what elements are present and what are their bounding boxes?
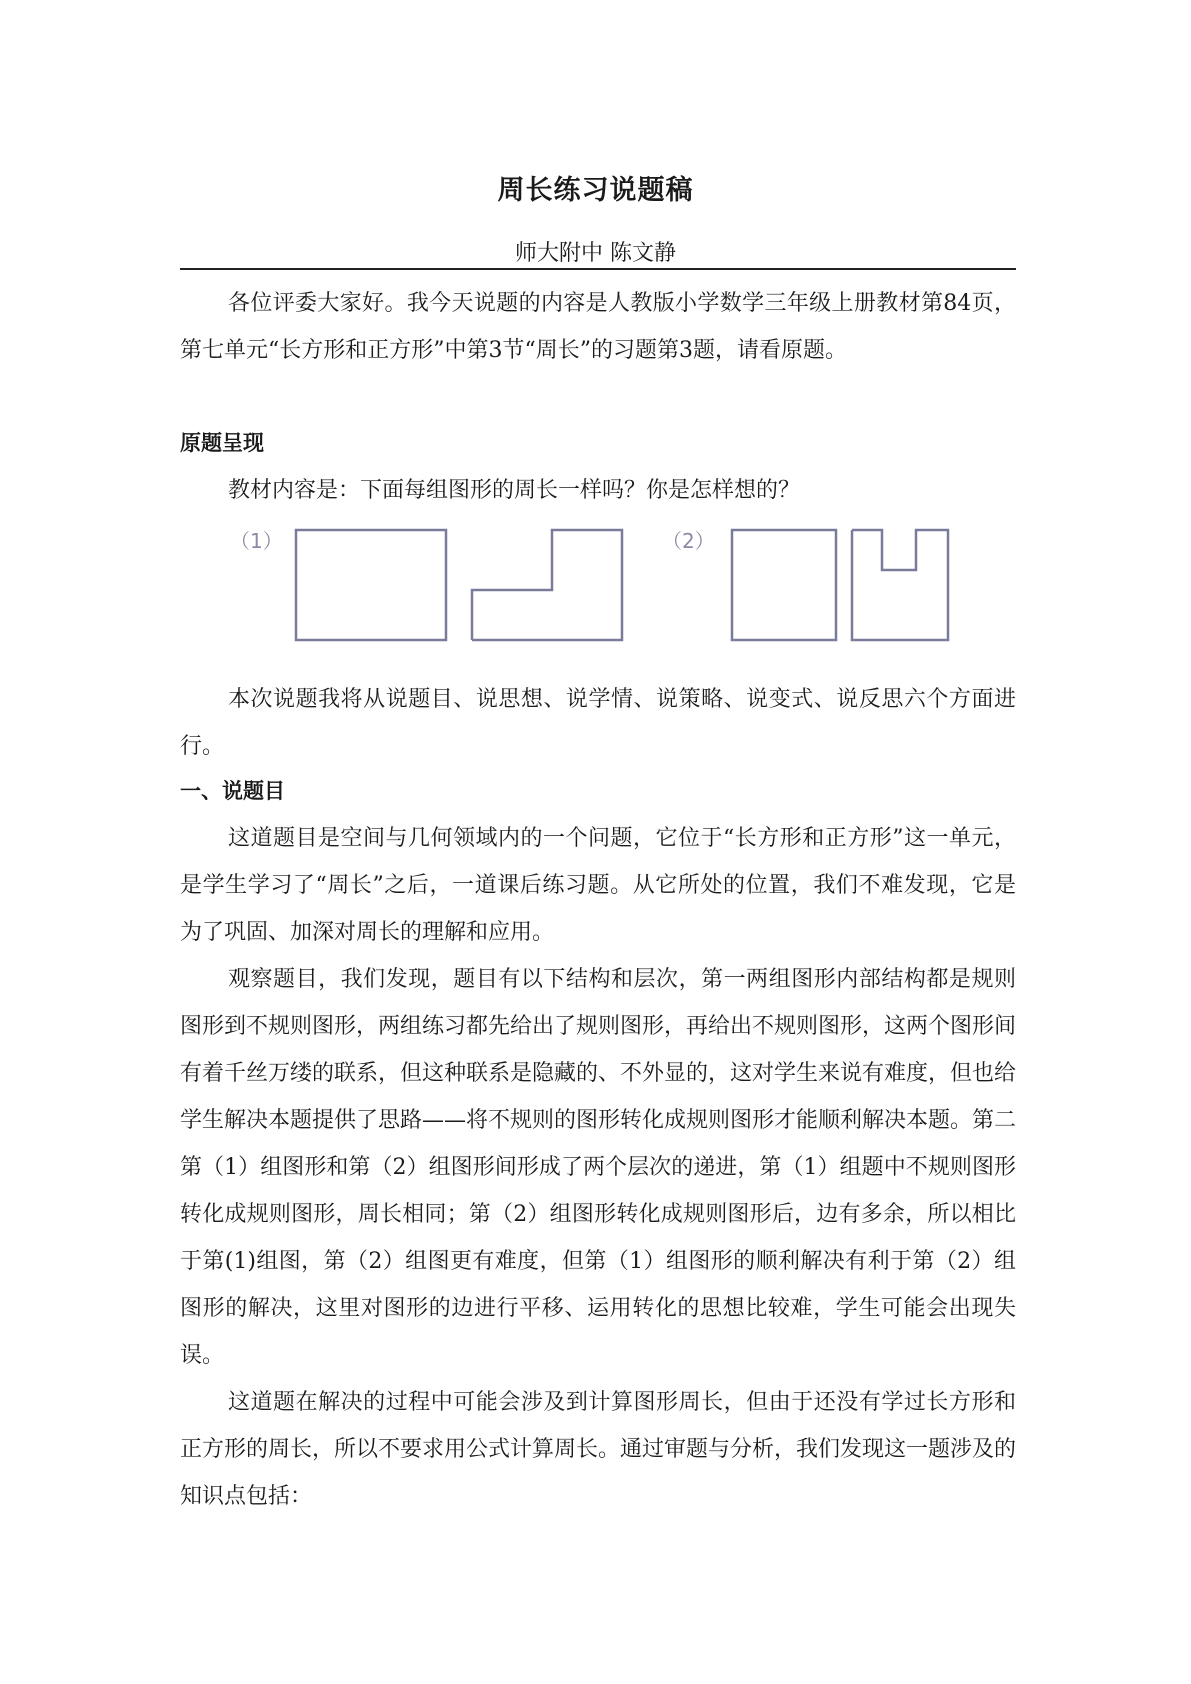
group1-label: （1）: [230, 529, 283, 553]
section-one-paragraph-2: 观察题目，我们发现，题目有以下结构和层次，第一两组图形内部结构都是规则图形到不规则图形，两组练习都先给出了规则图形，再给出不规则图形，这两个图形间有着千丝万缕的联系，但这种联系是隐藏的、不外显的，这对学生来说有难度，但也给学生解决本题提供了思路——将不规则的图形转化成规则图形才能顺利解决本题。第二第（1）组图形和第（2）组图形间形成了两个层次的递进，第（1）组题中不规则图形转化成规则图形，周长相同；第（2）组图形转化成规则图形后，边有多余，所以相比于第(1)组图，第（2）组图更有难度，但第（1）组图形的顺利解决有利于第（2）组图形的解决，这里对图形的边进行平移、运用转化的思想比较难，学生可能会出现失误。: [180, 967, 1017, 1368]
group2-square-shape: [732, 530, 836, 640]
intro-paragraph: 各位评委大家好。我今天说题的内容是人教版小学数学三年级上册教材第84页，第七单元“长方形和正方形”中第3节“周长”的习题第3题，请看原题。: [180, 291, 1016, 363]
section-one-heading: 一、说题目: [180, 779, 285, 803]
plan-section: [180, 676, 1016, 770]
header-divider: [180, 268, 1016, 270]
original-problem-heading: 原题呈现: [180, 431, 264, 455]
group2-label: （2）: [662, 529, 715, 553]
plan-paragraph: 本次说题我将从说题目、说思想、说学情、说策略、说变式、说反思六个方面进行。: [180, 687, 1016, 759]
section-one-paragraph-3: 这道题在解决的过程中可能会涉及到计算图形周长，但由于还没有学过长方形和正方形的周长，所以不要求用公式计算周长。通过审题与分析，我们发现这一题涉及的知识点包括：: [180, 1390, 1017, 1509]
section-one-paragraph-1: 这道题目是空间与几何领域内的一个问题，它位于“长方形和正方形”这一单元，是学生学习了“周长”之后，一道课后练习题。从它所处的位置，我们不难发现，它是为了巩固、加深对周长的理解和应用。: [180, 826, 1016, 945]
section-one: [180, 768, 1016, 1520]
original-problem-content: 教材内容是：下面每组图形的周长一样吗？你是怎样想的？: [228, 478, 801, 503]
problem-figure-svg: [180, 498, 1016, 658]
group1-stepped-shape: [472, 530, 622, 640]
document-title: 周长练习说题稿: [497, 175, 694, 206]
group1-rectangle-shape: [296, 530, 446, 640]
group2-notched-shape: [852, 530, 948, 640]
intro-section: [180, 280, 1016, 374]
problem-figure: [180, 498, 1016, 658]
document-author: 师大附中 陈文静: [515, 241, 676, 266]
